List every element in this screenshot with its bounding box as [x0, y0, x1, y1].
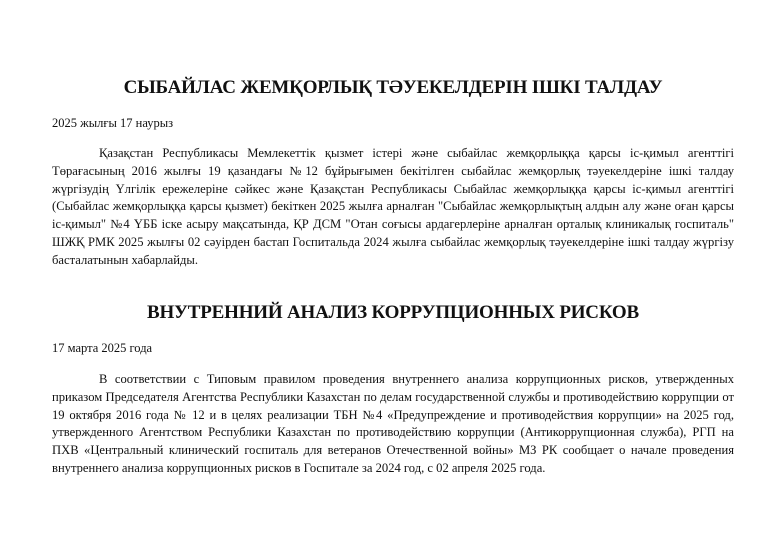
russian-section-title: ВНУТРЕННИЙ АНАЛИЗ КОРРУПЦИОННЫХ РИСКОВ — [147, 302, 639, 323]
russian-section-date: 17 марта 2025 года — [52, 341, 153, 355]
kazakh-section-body: Қазақстан Республикасы Мемлекеттік қызмет істері және сыбайлас жемқорлыққа қарсы іс-қимыл агенттігі Төрағасының 2016 жылғы 19 қазандағы №12 бұйрығымен бекітілген сыбайлас жемқорлық тәуекелдеріне ішкі талдау жүргізудің Үлгілік ережелеріне сәйкес және Қазақстан Республикасы Сыбайлас жемқорлыққа қарсы іс-қимыл агенттігі (Сыбайлас жемқорлыққа қарсы қызмет) бекіткен 2025 жылға арналған "Сыбайлас жемқорлықтың алдын алу және оған қарсы іс-қимыл" №4 ҮББ іске асыру мақсатында, ҚР ДСМ "Отан соғысы ардагерлеріне арналған орталық клиникалық госпиталь" ШЖҚ РМК 2025 жылғы 02 сәуірден бастап Госпитальда 2024 жылға сыбайлас жемқорлық тәуекелдеріне ішкі талдау жүргізу басталатынын хабарлайды. — [52, 146, 734, 267]
kazakh-section-date: 2025 жылғы 17 наурыз — [52, 116, 174, 130]
kazakh-section-title: СЫБАЙЛАС ЖЕМҚОРЛЫҚ ТӘУЕКЕЛДЕРІН ІШКІ ТАЛДАУ — [123, 77, 663, 98]
russian-section-body: В соответствии с Типовым правилом проведения внутреннего анализа коррупционных рисков, утвержденных приказом Председателя Агентства Республики Казахстан по делам государственной службы и противодействию коррупции от 19 октября 2016 года № 12 и в целях реализации ТБН №4 «Предупреждение и противодействия коррупции» на 2025 год, утвержденного Агентством Республики Казахстан по противодействию коррупции (Антикоррупционная служба), РГП на ПХВ «Центральный клинический госпиталь для ветеранов Отечественной войны» МЗ РК сообщает о начале проведения внутреннего анализа коррупционных рисков в Госпитале за 2024 год, с 02 апреля 2025 года. — [52, 372, 734, 475]
